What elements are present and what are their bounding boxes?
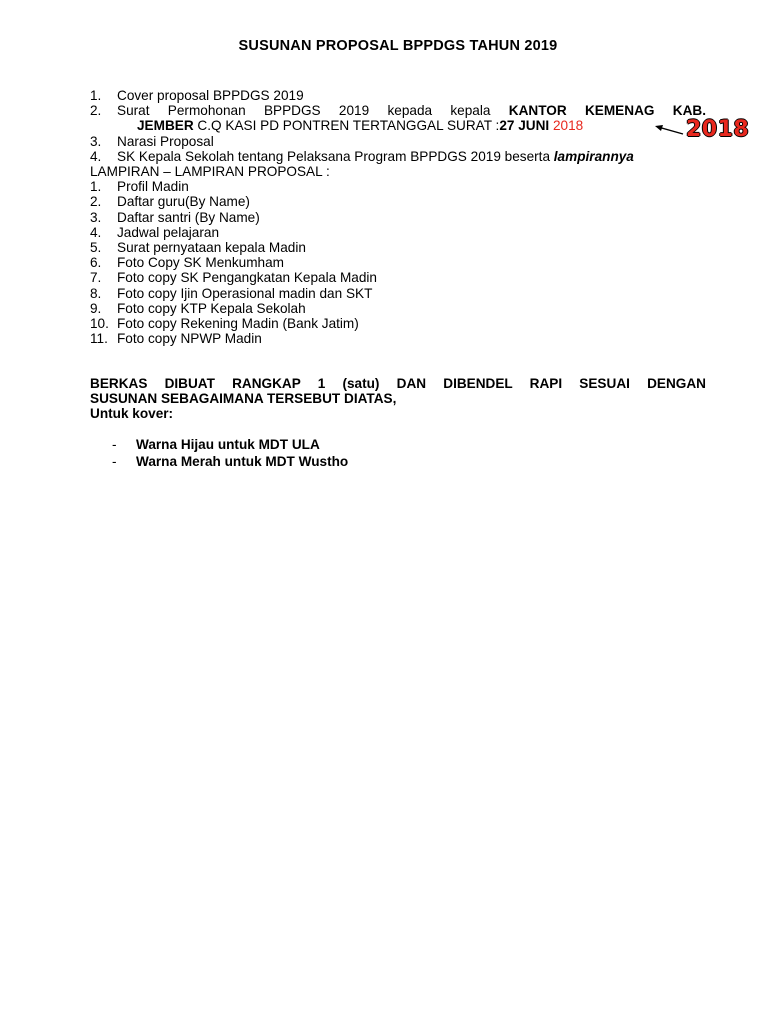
lampiran-list xyxy=(90,179,706,346)
item-number: 3. xyxy=(90,209,102,225)
notes-block xyxy=(90,376,706,422)
item-text-italic: lampirannya xyxy=(553,148,634,164)
item-number: 2. xyxy=(90,103,102,119)
item-number: 10. xyxy=(90,316,109,332)
list-item xyxy=(90,88,706,103)
annotation-year: 2018 xyxy=(686,117,750,142)
notes-line: BERKAS DIBUAT RANGKAP 1 (satu) DAN DIBENDEL RAPI SESUAI DENGAN xyxy=(90,376,706,391)
item-text xyxy=(117,103,706,118)
list-item-continuation xyxy=(90,118,706,133)
item-text: Narasi Proposal xyxy=(117,133,214,149)
lampiran-heading: LAMPIRAN – LAMPIRAN PROPOSAL : xyxy=(90,164,330,180)
notes-line: Untuk kover: xyxy=(90,406,174,422)
item-text: Jadwal pelajaran xyxy=(117,224,220,240)
item-date: 27 JUNI xyxy=(499,118,553,134)
item-text: Daftar guru(By Name) xyxy=(117,194,250,210)
list-item xyxy=(90,240,706,255)
list-item xyxy=(90,270,706,285)
item-text: Surat pernyataan kepala Madin xyxy=(117,240,306,256)
item-text: Foto copy Ijin Operasional madin dan SKT xyxy=(117,285,373,301)
bullet-dash: - xyxy=(112,437,117,452)
item-text-bold: KANTOR KEMENAG KAB. xyxy=(508,103,706,119)
item-text: Foto copy NPWP Madin xyxy=(117,331,262,347)
list-item xyxy=(90,286,706,301)
list-item xyxy=(90,194,706,209)
item-number: 9. xyxy=(90,300,102,316)
list-item xyxy=(90,103,706,118)
arrow-left-icon xyxy=(654,122,684,138)
list-item xyxy=(90,316,706,331)
list-item xyxy=(90,179,706,194)
list-item xyxy=(90,331,706,346)
item-number: 5. xyxy=(90,240,102,256)
bullet-dash: - xyxy=(112,453,117,469)
list-item xyxy=(90,210,706,225)
item-number: 4. xyxy=(90,148,102,164)
item-text: Foto Copy SK Menkumham xyxy=(117,255,284,271)
item-number: 6. xyxy=(90,255,102,271)
item-text-plain: C.Q KASI PD PONTREN TERTANGGAL SURAT : xyxy=(193,118,500,134)
notes-line: SUSUNAN SEBAGAIMANA TERSEBUT DIATAS, xyxy=(90,391,397,407)
item-number: 4. xyxy=(90,224,102,240)
list-item xyxy=(90,149,706,164)
item-text: Cover proposal BPPDGS 2019 xyxy=(117,88,304,103)
list-item xyxy=(90,301,706,316)
item-number: 11. xyxy=(90,331,108,347)
item-text xyxy=(117,149,706,164)
item-text: Foto copy Rekening Madin (Bank Jatim) xyxy=(117,316,359,332)
item-number: 1. xyxy=(90,179,102,195)
item-text: Foto copy SK Pengangkatan Kepala Madin xyxy=(117,270,377,286)
list-item xyxy=(90,255,706,270)
item-text-plain: SK Kepala Sekolah tentang Pelaksana Program BPPDGS 2019 beserta xyxy=(117,148,554,164)
item-number: 1. xyxy=(90,88,102,103)
item-text: Daftar santri (By Name) xyxy=(117,209,260,225)
proposal-list xyxy=(90,88,706,346)
item-number: 7. xyxy=(90,270,102,286)
page-title: SUSUNAN PROPOSAL BPPDGS TAHUN 2019 xyxy=(238,38,558,54)
item-text-plain: Surat Permohonan BPPDGS 2019 kepada kepala xyxy=(117,103,509,119)
bullet-text: Warna Merah untuk MDT Wustho xyxy=(136,453,349,469)
item-text-bold: JEMBER xyxy=(137,118,194,134)
list-item xyxy=(112,454,348,471)
item-number: 2. xyxy=(90,194,102,210)
cover-color-list xyxy=(112,437,348,471)
bullet-text: Warna Hijau untuk MDT ULA xyxy=(136,437,320,452)
list-item xyxy=(90,134,706,149)
item-number: 8. xyxy=(90,285,102,301)
list-item xyxy=(90,225,706,240)
item-text: Foto copy KTP Kepala Sekolah xyxy=(117,300,306,316)
item-text: Profil Madin xyxy=(117,179,189,195)
item-year: 2018 xyxy=(552,118,584,134)
item-number: 3. xyxy=(90,133,102,149)
list-item xyxy=(112,437,348,454)
